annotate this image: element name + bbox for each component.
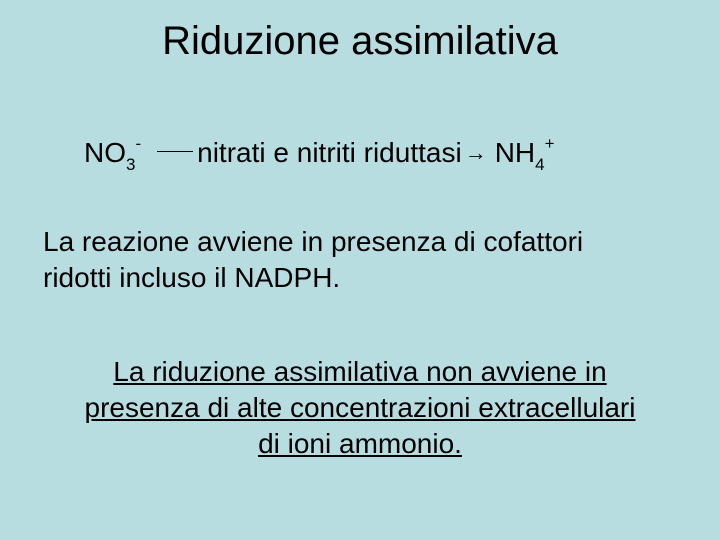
- ammonium-paragraph: [28, 354, 692, 462]
- paragraph-line: ridotti incluso il NADPH.: [43, 262, 341, 293]
- reactant-formula: [84, 134, 142, 174]
- product-subscript: 4: [535, 155, 545, 174]
- product-formula: [494, 134, 555, 174]
- paragraph-line: La riduzione assimilativa non avviene in: [113, 356, 607, 387]
- right-arrow-icon: →: [464, 140, 487, 165]
- reactant-subscript: 3: [126, 155, 136, 174]
- enzyme-label: nitrati e nitriti riduttasi: [197, 137, 462, 168]
- cofactor-paragraph: [43, 224, 693, 296]
- paragraph-line: presenza di alte concentrazioni extracellulari: [84, 392, 636, 423]
- paragraph-line: La reazione avviene in presenza di cofattori: [43, 226, 584, 257]
- reactant-symbol: NO: [84, 137, 126, 168]
- product-charge: +: [544, 134, 555, 153]
- product-symbol: NH: [494, 137, 536, 168]
- reaction-line: [157, 151, 193, 152]
- slide-title: Riduzione assimilativa: [162, 19, 558, 63]
- paragraph-line: di ioni ammonio.: [258, 428, 462, 459]
- reactant-charge: -: [135, 134, 142, 153]
- reaction-equation: [84, 131, 555, 175]
